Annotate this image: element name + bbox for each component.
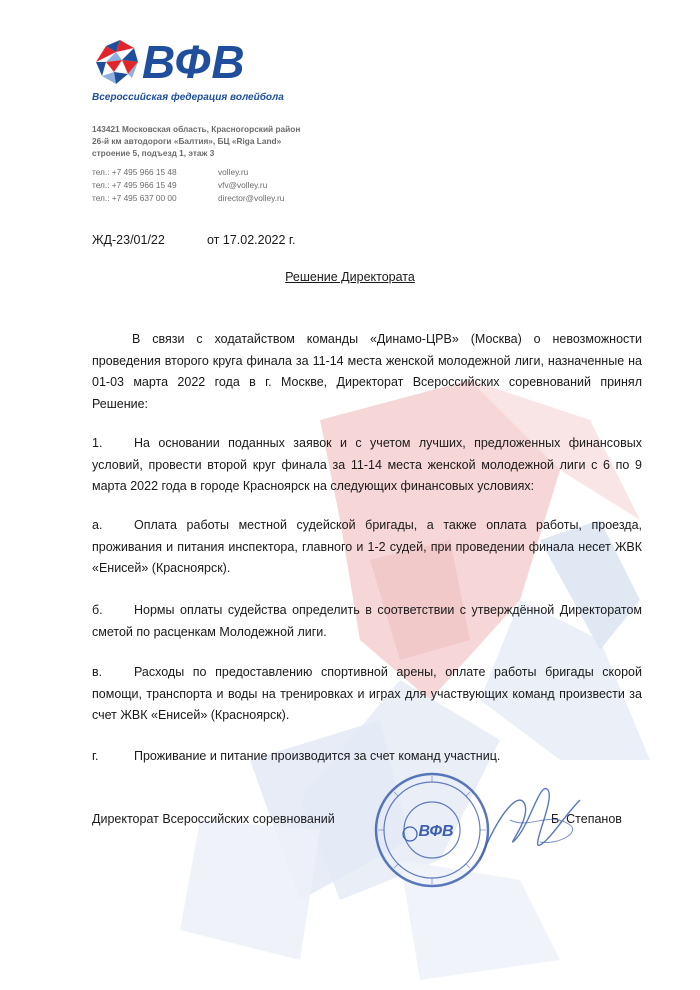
logo-subtitle: Всероссийская федерация волейбола: [92, 92, 284, 103]
volleyball-ball-icon: [92, 38, 140, 86]
contact-row: [92, 192, 284, 205]
list-item: [92, 746, 642, 768]
signer-name: Б. Степанов: [551, 812, 622, 826]
item-marker: а.: [92, 518, 103, 532]
address-line: 143421 Московская область, Красногорский район: [92, 124, 301, 134]
item-text: Оплата работы местной судейской бригады, а также оплата работы, проезда, проживания и питания инспектора, главного и 1-2 судей, при проведении финала несет ЖВК «Енисей» (Красноярск).: [92, 518, 642, 575]
item-marker: в.: [92, 665, 103, 679]
list-item: [92, 433, 642, 498]
item-marker: г.: [92, 749, 99, 763]
item-text: Нормы оплаты судейства определить в соответствии с утверждённой Директоратом сметой по расценкам Молодежной лиги.: [92, 603, 642, 639]
contact-link[interactable]: director@volley.ru: [218, 193, 285, 203]
intro-text: В связи с ходатайством команды «Динамо-ЦРВ» (Москва) о невозможности проведения второго круга финала за 11-14 места женской молодежной лиги, назначенные на 01-03 марта 2022 года в г. Москве, Директорат Всероссийских соревнований принял Решение:: [92, 332, 642, 411]
intro-paragraph: [92, 329, 642, 415]
contact-phone: тел.: +7 495 966 15 48: [92, 167, 177, 177]
document-date: от 17.02.2022 г.: [207, 233, 296, 247]
contacts-block: [92, 166, 284, 205]
signer-organization: Директорат Всероссийских соревнований: [92, 812, 335, 826]
contact-link[interactable]: volley.ru: [218, 167, 249, 177]
item-marker: б.: [92, 603, 103, 617]
stamp-logo-text: ВФВ: [418, 823, 454, 840]
handwritten-signature: [470, 770, 590, 880]
contact-link[interactable]: vfv@volley.ru: [218, 180, 268, 190]
contact-phone: тел.: +7 495 966 15 49: [92, 180, 177, 190]
document-number: ЖД-23/01/22: [92, 233, 165, 247]
list-item: [92, 662, 642, 727]
address-block: [92, 123, 300, 159]
item-text: Расходы по предоставлению спортивной арены, оплате работы бригады скорой помощи, транспорта и воды на тренировках и играх для участвующих команд произвести за счет ЖВК «Енисей» (Красноярск).: [92, 665, 642, 722]
federation-logo: [92, 38, 292, 108]
item-text: Проживание и питание производится за счет команд участниц.: [134, 749, 501, 763]
document-title: Решение Директората: [285, 270, 415, 284]
address-line: строение 5, подъезд 1, этаж 3: [92, 148, 215, 158]
list-item: [92, 515, 642, 580]
item-marker: 1.: [92, 436, 103, 450]
contact-phone: тел.: +7 495 637 00 00: [92, 193, 177, 203]
address-line: 26-й км автодороги «Балтия», БЦ «Riga Land»: [92, 136, 282, 146]
logo-wordmark: ВФВ: [142, 36, 246, 88]
item-text: На основании поданных заявок и с учетом лучших, предложенных финансовых условий, провести второй круг финала за 11-14 места женской молодежной лиги с 6 по 9 марта 2022 года в городе Красноярск на следующих финансовых условиях:: [92, 436, 642, 493]
contact-row: [92, 179, 284, 192]
contact-row: [92, 166, 284, 179]
list-item: [92, 600, 642, 643]
